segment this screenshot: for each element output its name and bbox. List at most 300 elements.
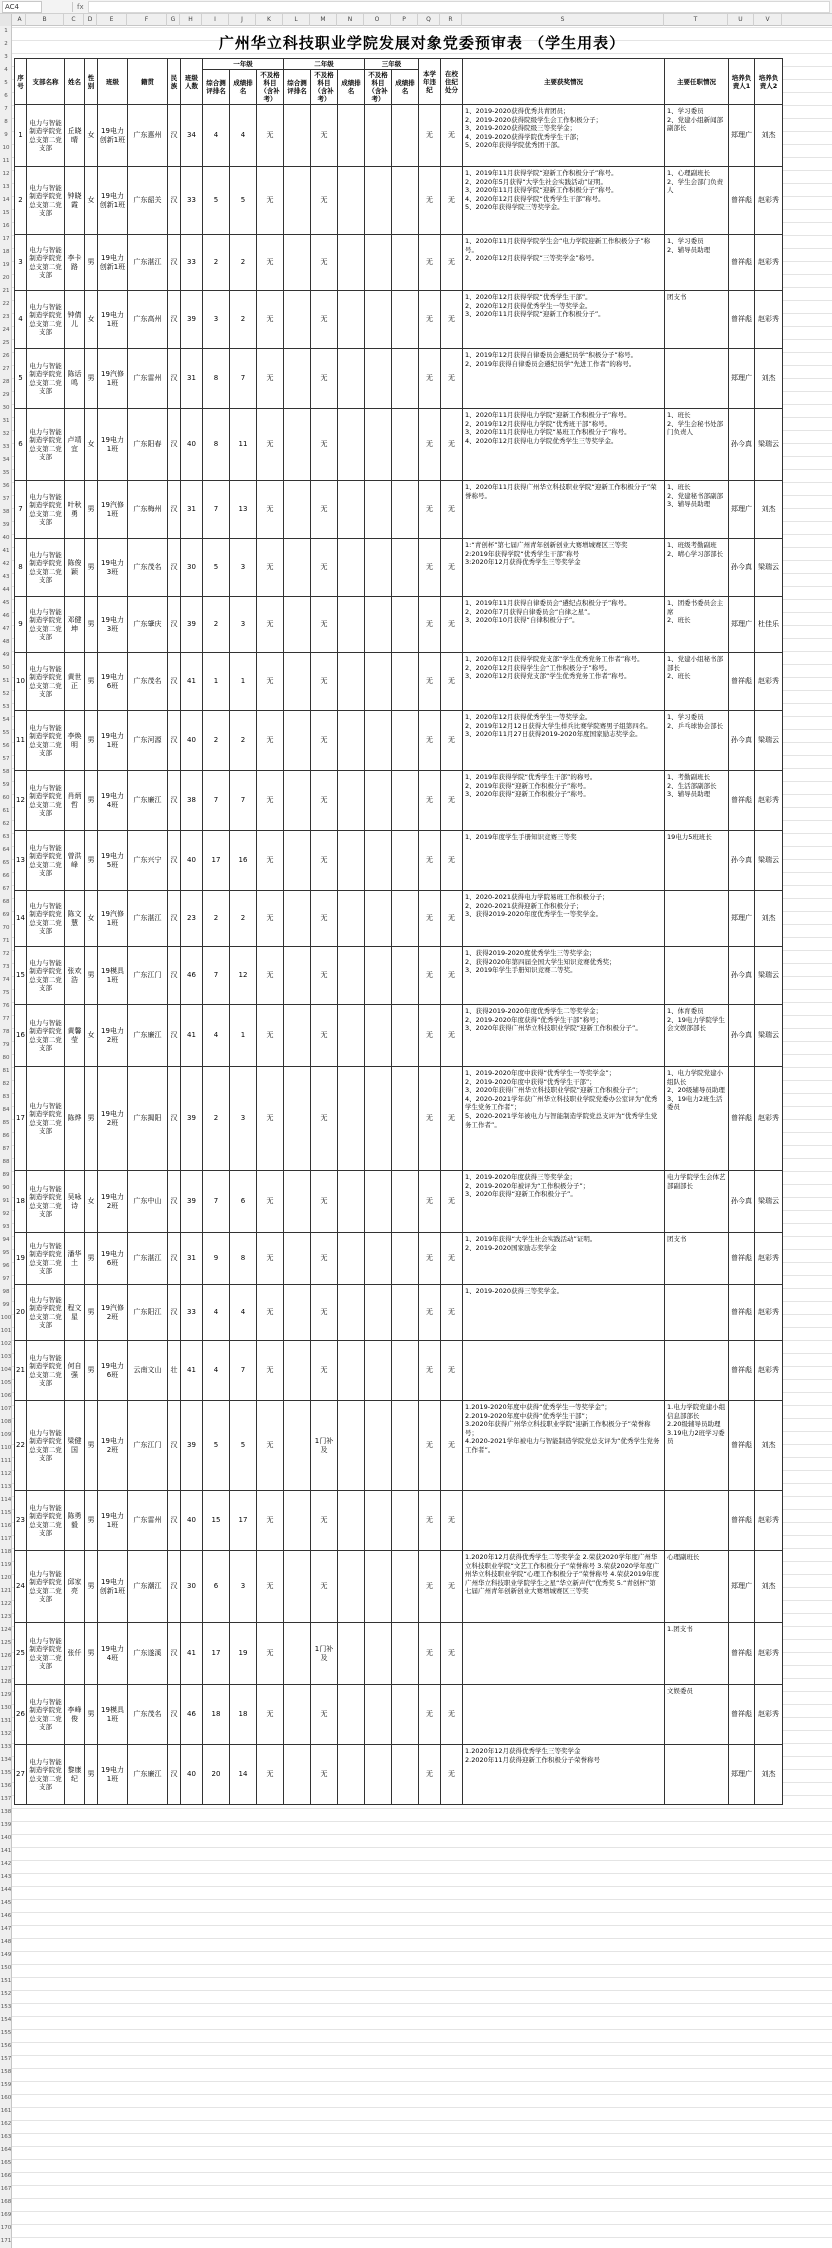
cell-y2-eval[interactable]	[284, 1401, 311, 1491]
cell-origin[interactable]: 广东江门	[128, 1401, 168, 1491]
cell-teacher2[interactable]: 梁瑞云	[755, 1005, 783, 1067]
row-header[interactable]: 23	[2, 314, 10, 320]
cell-teacher1[interactable]: 曾祥彪	[729, 1685, 755, 1745]
cell-y3-fail[interactable]	[365, 891, 392, 947]
cell-eval[interactable]: 2	[203, 891, 230, 947]
cell-y2-fail[interactable]: 无	[311, 1067, 338, 1171]
row-header[interactable]: 84	[2, 1107, 10, 1113]
row-header[interactable]: 115	[0, 1510, 12, 1516]
cell-grade[interactable]: 18	[230, 1685, 257, 1745]
cell-gender[interactable]: 男	[85, 481, 98, 539]
cell-teacher2[interactable]: 赵彩秀	[755, 1491, 783, 1551]
cell-fail[interactable]: 无	[257, 1005, 284, 1067]
cell-awards[interactable]	[463, 1623, 665, 1685]
cell-grade[interactable]: 13	[230, 481, 257, 539]
cell-y3-grade[interactable]	[392, 711, 419, 771]
row-header[interactable]: 58	[2, 769, 10, 775]
cell-y3-grade[interactable]	[392, 235, 419, 291]
cell-gender[interactable]: 女	[85, 291, 98, 349]
cell-teacher1[interactable]: 孙今真	[729, 831, 755, 891]
cell-gender[interactable]: 女	[85, 409, 98, 481]
cell-y2-eval[interactable]	[284, 349, 311, 409]
cell-y2-eval[interactable]	[284, 235, 311, 291]
cell-y3-grade[interactable]	[392, 1623, 419, 1685]
cell-class[interactable]: 19汽修1班	[98, 481, 128, 539]
cell-violation[interactable]: 无	[419, 349, 441, 409]
cell-duties[interactable]	[665, 1745, 729, 1805]
cell-teacher2[interactable]: 刘杰	[755, 891, 783, 947]
cell-discipline[interactable]: 无	[441, 1401, 463, 1491]
cell-y2-grade[interactable]	[338, 891, 365, 947]
cell-branch[interactable]: 电力与智能制造学院党总支第二党支部	[27, 349, 65, 409]
cell-name[interactable]: 李卡路	[65, 235, 85, 291]
cell-discipline[interactable]: 无	[441, 1233, 463, 1285]
cell-y2-grade[interactable]	[338, 947, 365, 1005]
cell-fail[interactable]: 无	[257, 1401, 284, 1491]
cell-count[interactable]: 39	[181, 291, 203, 349]
cell-teacher1[interactable]: 曾祥彪	[729, 771, 755, 831]
cell-violation[interactable]: 无	[419, 235, 441, 291]
cell-name[interactable]: 程文星	[65, 1285, 85, 1341]
row-header[interactable]: 100	[0, 1315, 12, 1321]
cell-seq[interactable]: 10	[15, 653, 27, 711]
row-header[interactable]: 14	[2, 197, 10, 203]
row-header[interactable]: 27	[2, 366, 10, 372]
cell-duties[interactable]	[665, 597, 729, 653]
cell-count[interactable]: 23	[181, 891, 203, 947]
row-header[interactable]: 17	[2, 236, 10, 242]
row-header[interactable]: 136	[0, 1783, 12, 1789]
row-header[interactable]: 19	[2, 262, 10, 268]
cell-origin[interactable]: 广东阳江	[128, 1285, 168, 1341]
row-header[interactable]: 91	[2, 1198, 10, 1204]
cell-eval[interactable]: 2	[203, 597, 230, 653]
cell-discipline[interactable]: 无	[441, 1285, 463, 1341]
cell-count[interactable]: 39	[181, 1171, 203, 1233]
cell-grade[interactable]: 4	[230, 1285, 257, 1341]
cell-y2-eval[interactable]	[284, 597, 311, 653]
cell-teacher1[interactable]: 郑理广	[729, 105, 755, 167]
cell-y2-fail[interactable]: 无	[311, 831, 338, 891]
row-header[interactable]: 31	[2, 418, 10, 424]
cell-gender[interactable]: 男	[85, 1067, 98, 1171]
cell-ethnicity[interactable]: 汉	[168, 235, 181, 291]
row-header[interactable]: 76	[2, 1003, 10, 1009]
cell-class[interactable]: 19电力2班	[98, 1401, 128, 1491]
cell-fail[interactable]: 无	[257, 1285, 284, 1341]
cell-discipline[interactable]: 无	[441, 1685, 463, 1745]
formula-input[interactable]	[88, 1, 830, 13]
row-header[interactable]: 159	[0, 2082, 12, 2088]
cell-y2-eval[interactable]	[284, 1745, 311, 1805]
cell-eval[interactable]: 4	[203, 1285, 230, 1341]
row-header[interactable]: 114	[0, 1497, 12, 1503]
row-header[interactable]: 127	[0, 1666, 12, 1672]
cell-teacher1[interactable]: 孙今真	[729, 711, 755, 771]
row-header[interactable]: 166	[0, 2173, 12, 2179]
column-header-c[interactable]: C	[64, 14, 84, 26]
cell-y2-fail[interactable]: 无	[311, 711, 338, 771]
cell-y2-fail[interactable]: 无	[311, 349, 338, 409]
row-header[interactable]: 49	[2, 652, 10, 658]
cell-y3-fail[interactable]	[365, 711, 392, 771]
cell-teacher2[interactable]: 杜佳乐	[755, 597, 783, 653]
row-header[interactable]: 160	[0, 2095, 12, 2101]
row-header[interactable]: 138	[0, 1809, 12, 1815]
cell-gender[interactable]: 男	[85, 1551, 98, 1623]
cell-y3-grade[interactable]	[392, 539, 419, 597]
cell-y2-grade[interactable]	[338, 349, 365, 409]
cell-name[interactable]: 曾洪峰	[65, 831, 85, 891]
cell-count[interactable]: 41	[181, 1341, 203, 1401]
cell-y2-fail[interactable]: 无	[311, 653, 338, 711]
row-header[interactable]: 65	[2, 860, 10, 866]
cell-class[interactable]: 19电力2班	[98, 1067, 128, 1171]
cell-seq[interactable]: 9	[15, 597, 27, 653]
row-header[interactable]: 96	[2, 1263, 10, 1269]
cell-y2-grade[interactable]	[338, 1551, 365, 1623]
cell-teacher2[interactable]: 赵彩秀	[755, 1341, 783, 1401]
cell-y3-fail[interactable]	[365, 1171, 392, 1233]
row-header[interactable]: 105	[0, 1380, 12, 1386]
cell-grade[interactable]: 2	[230, 711, 257, 771]
cell-fail[interactable]: 无	[257, 235, 284, 291]
row-header[interactable]: 39	[2, 522, 10, 528]
row-header[interactable]: 94	[2, 1237, 10, 1243]
cell-seq[interactable]: 26	[15, 1685, 27, 1745]
cell-teacher1[interactable]: 曾祥彪	[729, 167, 755, 235]
row-header[interactable]: 99	[2, 1302, 10, 1308]
cell-branch[interactable]: 电力与智能制造学院党总支第二党支部	[27, 1171, 65, 1233]
cell-ethnicity[interactable]: 汉	[168, 771, 181, 831]
cell-teacher1[interactable]: 孙今真	[729, 1005, 755, 1067]
row-header[interactable]: 25	[2, 340, 10, 346]
row-header[interactable]: 110	[0, 1445, 12, 1451]
cell-duties[interactable]	[665, 1005, 729, 1067]
row-header[interactable]: 71	[2, 938, 10, 944]
cell-y3-grade[interactable]	[392, 947, 419, 1005]
cell-branch[interactable]: 电力与智能制造学院党总支第二党支部	[27, 947, 65, 1005]
cell-teacher1[interactable]: 孙今真	[729, 947, 755, 1005]
column-header-v[interactable]: V	[754, 14, 782, 26]
cell-discipline[interactable]: 无	[441, 1067, 463, 1171]
cell-duties[interactable]	[665, 947, 729, 1005]
row-header[interactable]: 37	[2, 496, 10, 502]
row-header[interactable]: 93	[2, 1224, 10, 1230]
cell-violation[interactable]: 无	[419, 481, 441, 539]
row-header[interactable]: 16	[2, 223, 10, 229]
cell-duties[interactable]	[665, 1401, 729, 1491]
cell-gender[interactable]: 女	[85, 891, 98, 947]
column-header-d[interactable]: D	[84, 14, 97, 26]
row-header[interactable]: 157	[0, 2056, 12, 2062]
cell-name[interactable]: 邱家亮	[65, 1551, 85, 1623]
cell-grade[interactable]: 8	[230, 1233, 257, 1285]
cell-awards[interactable]	[463, 891, 665, 947]
cell-y2-grade[interactable]	[338, 1623, 365, 1685]
cell-eval[interactable]: 4	[203, 105, 230, 167]
cell-y3-grade[interactable]	[392, 653, 419, 711]
cell-eval[interactable]: 1	[203, 653, 230, 711]
cell-seq[interactable]: 13	[15, 831, 27, 891]
cell-awards[interactable]	[463, 1285, 665, 1341]
cell-y2-fail[interactable]: 无	[311, 105, 338, 167]
cell-gender[interactable]: 男	[85, 947, 98, 1005]
cell-awards[interactable]	[463, 1233, 665, 1285]
column-header-o[interactable]: O	[364, 14, 391, 26]
cell-grade[interactable]: 14	[230, 1745, 257, 1805]
row-header[interactable]: 24	[2, 327, 10, 333]
cell-fail[interactable]: 无	[257, 1171, 284, 1233]
cell-branch[interactable]: 电力与智能制造学院党总支第二党支部	[27, 771, 65, 831]
cell-y3-fail[interactable]	[365, 1341, 392, 1401]
cell-seq[interactable]: 12	[15, 771, 27, 831]
cell-y3-grade[interactable]	[392, 1171, 419, 1233]
cell-y2-grade[interactable]	[338, 771, 365, 831]
cell-duties[interactable]	[665, 481, 729, 539]
cell-y2-eval[interactable]	[284, 1341, 311, 1401]
cell-y3-fail[interactable]	[365, 1685, 392, 1745]
cell-y3-grade[interactable]	[392, 105, 419, 167]
cell-origin[interactable]: 广东湛江	[128, 1233, 168, 1285]
cell-awards[interactable]	[463, 653, 665, 711]
cell-class[interactable]: 19电力创新1班	[98, 105, 128, 167]
cell-ethnicity[interactable]: 汉	[168, 1401, 181, 1491]
cell-teacher1[interactable]: 郑理广	[729, 349, 755, 409]
cell-name[interactable]: 陈文慧	[65, 891, 85, 947]
cell-y2-eval[interactable]	[284, 291, 311, 349]
cell-teacher1[interactable]: 孙今真	[729, 539, 755, 597]
cell-awards[interactable]	[463, 1685, 665, 1745]
row-header[interactable]: 102	[0, 1341, 12, 1347]
cell-ethnicity[interactable]: 汉	[168, 1551, 181, 1623]
select-all-corner[interactable]	[0, 14, 12, 26]
cell-awards[interactable]	[463, 481, 665, 539]
cell-y3-grade[interactable]	[392, 1401, 419, 1491]
row-header[interactable]: 59	[2, 782, 10, 788]
cell-count[interactable]: 40	[181, 711, 203, 771]
cell-teacher2[interactable]: 赵彩秀	[755, 291, 783, 349]
cell-branch[interactable]: 电力与智能制造学院党总支第二党支部	[27, 831, 65, 891]
cell-branch[interactable]: 电力与智能制造学院党总支第二党支部	[27, 481, 65, 539]
cell-ethnicity[interactable]: 汉	[168, 1005, 181, 1067]
cell-discipline[interactable]: 无	[441, 291, 463, 349]
row-header[interactable]: 92	[2, 1211, 10, 1217]
cell-violation[interactable]: 无	[419, 409, 441, 481]
cell-seq[interactable]: 5	[15, 349, 27, 409]
cell-violation[interactable]: 无	[419, 771, 441, 831]
row-header[interactable]: 47	[2, 626, 10, 632]
cell-teacher2[interactable]: 赵彩秀	[755, 653, 783, 711]
cell-teacher1[interactable]: 郑理广	[729, 597, 755, 653]
cell-count[interactable]: 31	[181, 349, 203, 409]
cell-name[interactable]: 李峰俊	[65, 1685, 85, 1745]
cell-teacher1[interactable]: 曾祥彪	[729, 653, 755, 711]
cell-y2-fail[interactable]: 无	[311, 891, 338, 947]
cell-count[interactable]: 33	[181, 235, 203, 291]
cell-count[interactable]: 30	[181, 1551, 203, 1623]
row-header[interactable]: 52	[2, 691, 10, 697]
cell-seq[interactable]: 20	[15, 1285, 27, 1341]
cell-y3-fail[interactable]	[365, 1401, 392, 1491]
cell-awards[interactable]	[463, 1341, 665, 1401]
cell-count[interactable]: 39	[181, 1401, 203, 1491]
cell-count[interactable]: 30	[181, 539, 203, 597]
row-header[interactable]: 90	[2, 1185, 10, 1191]
cell-branch[interactable]: 电力与智能制造学院党总支第二党支部	[27, 597, 65, 653]
cell-fail[interactable]: 无	[257, 167, 284, 235]
row-header[interactable]: 109	[0, 1432, 12, 1438]
cell-duties[interactable]	[665, 1491, 729, 1551]
row-header[interactable]: 132	[0, 1731, 12, 1737]
cell-teacher2[interactable]: 刘杰	[755, 1551, 783, 1623]
row-header[interactable]: 79	[2, 1042, 10, 1048]
row-header[interactable]: 67	[2, 886, 10, 892]
row-header[interactable]: 15	[2, 210, 10, 216]
cell-eval[interactable]: 8	[203, 409, 230, 481]
row-header[interactable]: 88	[2, 1159, 10, 1165]
cell-discipline[interactable]: 无	[441, 711, 463, 771]
cell-fail[interactable]: 无	[257, 349, 284, 409]
cell-y2-fail[interactable]: 无	[311, 1285, 338, 1341]
cell-y2-grade[interactable]	[338, 653, 365, 711]
cell-teacher1[interactable]: 曾祥彪	[729, 1491, 755, 1551]
cell-discipline[interactable]: 无	[441, 105, 463, 167]
cell-branch[interactable]: 电力与智能制造学院党总支第二党支部	[27, 409, 65, 481]
cell-origin[interactable]: 广东茂名	[128, 653, 168, 711]
cell-seq[interactable]: 16	[15, 1005, 27, 1067]
row-header[interactable]: 6	[4, 93, 8, 99]
cell-awards[interactable]	[463, 1171, 665, 1233]
cell-class[interactable]: 19电力2班	[98, 1171, 128, 1233]
column-header-n[interactable]: N	[337, 14, 364, 26]
cell-name[interactable]: 黄世正	[65, 653, 85, 711]
row-header[interactable]: 85	[2, 1120, 10, 1126]
cell-duties[interactable]	[665, 105, 729, 167]
row-header[interactable]: 72	[2, 951, 10, 957]
cell-count[interactable]: 31	[181, 1233, 203, 1285]
cell-seq[interactable]: 7	[15, 481, 27, 539]
cell-seq[interactable]: 2	[15, 167, 27, 235]
cell-awards[interactable]	[463, 409, 665, 481]
cell-violation[interactable]: 无	[419, 1551, 441, 1623]
cell-fail[interactable]: 无	[257, 597, 284, 653]
cell-teacher1[interactable]: 曾祥彪	[729, 235, 755, 291]
cell-name[interactable]: 陈烨	[65, 1067, 85, 1171]
cell-count[interactable]: 34	[181, 105, 203, 167]
cell-gender[interactable]: 女	[85, 1171, 98, 1233]
row-header[interactable]: 131	[0, 1718, 12, 1724]
cell-class[interactable]: 19汽修1班	[98, 891, 128, 947]
column-header-r[interactable]: R	[440, 14, 462, 26]
row-header[interactable]: 141	[0, 1848, 12, 1854]
row-header[interactable]: 86	[2, 1133, 10, 1139]
cell-count[interactable]: 40	[181, 1745, 203, 1805]
cell-teacher1[interactable]: 曾祥彪	[729, 1067, 755, 1171]
cell-y2-grade[interactable]	[338, 1233, 365, 1285]
cell-y3-fail[interactable]	[365, 1745, 392, 1805]
row-header[interactable]: 106	[0, 1393, 12, 1399]
row-header[interactable]: 104	[0, 1367, 12, 1373]
cell-discipline[interactable]: 无	[441, 1623, 463, 1685]
row-header[interactable]: 34	[2, 457, 10, 463]
cell-ethnicity[interactable]: 汉	[168, 539, 181, 597]
cell-y3-fail[interactable]	[365, 539, 392, 597]
cell-grade[interactable]: 5	[230, 1401, 257, 1491]
cell-class[interactable]: 19电力3班	[98, 539, 128, 597]
cell-violation[interactable]: 无	[419, 1745, 441, 1805]
column-header-i[interactable]: I	[202, 14, 229, 26]
cell-eval[interactable]: 17	[203, 831, 230, 891]
row-header[interactable]: 133	[0, 1744, 12, 1750]
cell-eval[interactable]: 2	[203, 1067, 230, 1171]
cell-awards[interactable]	[463, 539, 665, 597]
cell-seq[interactable]: 14	[15, 891, 27, 947]
cell-duties[interactable]	[665, 1171, 729, 1233]
cell-awards[interactable]	[463, 597, 665, 653]
cell-name[interactable]: 钟倩儿	[65, 291, 85, 349]
column-header-g[interactable]: G	[167, 14, 180, 26]
cell-teacher1[interactable]: 曾祥彪	[729, 1285, 755, 1341]
cell-y3-fail[interactable]	[365, 349, 392, 409]
cell-y2-grade[interactable]	[338, 1341, 365, 1401]
row-header[interactable]: 44	[2, 587, 10, 593]
cell-count[interactable]: 41	[181, 653, 203, 711]
row-header[interactable]: 35	[2, 470, 10, 476]
function-icon[interactable]: fx	[77, 2, 84, 11]
cell-branch[interactable]: 电力与智能制造学院党总支第二党支部	[27, 1685, 65, 1745]
cell-y2-fail[interactable]: 无	[311, 481, 338, 539]
cell-y2-eval[interactable]	[284, 711, 311, 771]
cell-y3-fail[interactable]	[365, 291, 392, 349]
cell-branch[interactable]: 电力与智能制造学院党总支第二党支部	[27, 891, 65, 947]
cell-eval[interactable]: 7	[203, 947, 230, 1005]
cell-ethnicity[interactable]: 汉	[168, 711, 181, 771]
cell-y3-grade[interactable]	[392, 1341, 419, 1401]
cell-origin[interactable]: 广东江门	[128, 947, 168, 1005]
cell-duties[interactable]	[665, 1233, 729, 1285]
cell-ethnicity[interactable]: 汉	[168, 1623, 181, 1685]
row-header[interactable]: 48	[2, 639, 10, 645]
cell-y2-eval[interactable]	[284, 105, 311, 167]
cell-eval[interactable]: 2	[203, 711, 230, 771]
cell-y2-fail[interactable]: 无	[311, 167, 338, 235]
cell-y2-eval[interactable]	[284, 1005, 311, 1067]
cell-y2-fail[interactable]: 1门补及	[311, 1623, 338, 1685]
cell-fail[interactable]: 无	[257, 291, 284, 349]
cell-awards[interactable]	[463, 291, 665, 349]
cell-duties[interactable]	[665, 1285, 729, 1341]
cell-grade[interactable]: 1	[230, 1005, 257, 1067]
column-header-u[interactable]: U	[728, 14, 754, 26]
cell-duties[interactable]	[665, 1551, 729, 1623]
cell-branch[interactable]: 电力与智能制造学院党总支第二党支部	[27, 1551, 65, 1623]
cell-y2-fail[interactable]: 无	[311, 1233, 338, 1285]
row-header[interactable]: 134	[0, 1757, 12, 1763]
cell-seq[interactable]: 17	[15, 1067, 27, 1171]
row-header[interactable]: 146	[0, 1913, 12, 1919]
cell-y2-fail[interactable]: 无	[311, 947, 338, 1005]
column-header-a[interactable]: A	[14, 14, 26, 26]
cell-y2-grade[interactable]	[338, 167, 365, 235]
cell-y3-fail[interactable]	[365, 1623, 392, 1685]
column-header-j[interactable]: J	[229, 14, 256, 26]
cell-grade[interactable]: 4	[230, 105, 257, 167]
cell-discipline[interactable]: 无	[441, 235, 463, 291]
row-header[interactable]: 152	[0, 1991, 12, 1997]
cell-duties[interactable]	[665, 291, 729, 349]
cell-branch[interactable]: 电力与智能制造学院党总支第二党支部	[27, 1005, 65, 1067]
